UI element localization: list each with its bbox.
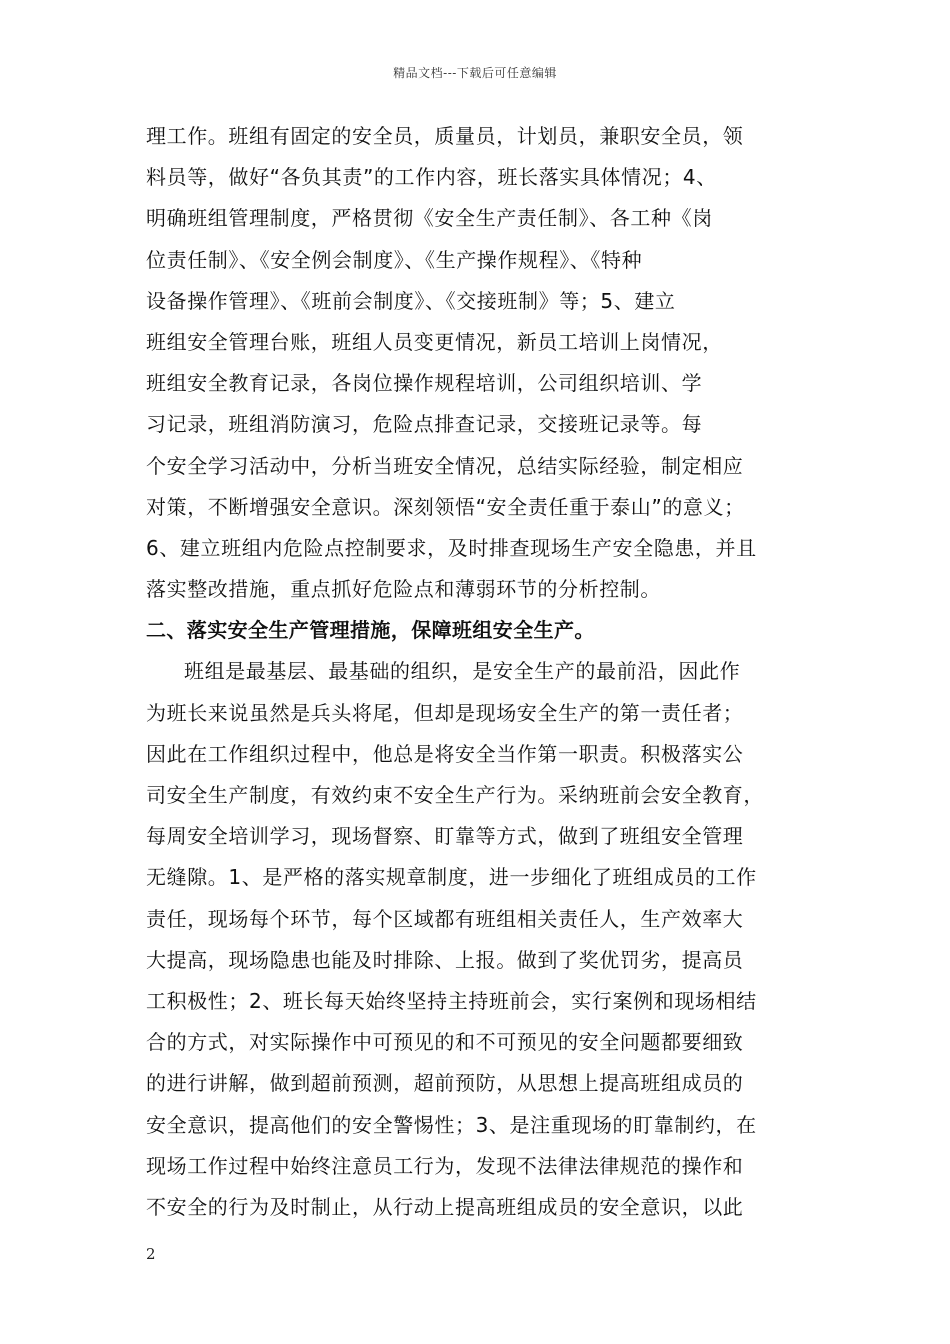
text-line: 个安全学习活动中，分析当班安全情况，总结实际经验，制定相应 [146, 453, 744, 478]
text-line: 6、建立班组内危险点控制要求，及时排查现场生产安全隐患，并且 [146, 535, 757, 560]
text-line: 班组是最基层、最基础的组织，是安全生产的最前沿，因此作 [184, 659, 741, 684]
text-line: 班组安全教育记录，各岗位操作规程培训，公司组织培训、学 [146, 371, 703, 396]
text-line: 每周安全培训学习，现场督察、盯靠等方式，做到了班组安全管理 [146, 824, 744, 849]
text-line: 明确班组管理制度，严格贯彻《安全生产责任制》、各工种《岗 [146, 206, 713, 231]
text-line: 落实整改措施，重点抓好危险点和薄弱环节的分析控制。 [146, 577, 661, 602]
section-heading: 二、落实安全生产管理措施，保障班组安全生产。 [146, 618, 595, 643]
text-line: 理工作。班组有固定的安全员，质量员，计划员，兼职安全员，领 [146, 124, 744, 148]
text-line: 不安全的行为及时制止，从行动上提高班组成员的安全意识，以此 [146, 1194, 744, 1219]
page-number: 2 [146, 1245, 156, 1263]
text-line: 对策，不断增强安全意识。深刻领悟“安全责任重于泰山”的意义； [146, 494, 745, 519]
document-body [146, 116, 822, 1228]
text-line: 无缝隙。1、是严格的落实规章制度，进一步细化了班组成员的工作 [146, 865, 757, 890]
text-line: 责任，现场每个环节，每个区域都有班组相关责任人，生产效率大 [146, 906, 744, 931]
text-line: 位责任制》、《安全例会制度》、《生产操作规程》、《特种 [146, 247, 643, 272]
text-line: 大提高，现场隐患也能及时排除、上报。做到了奖优罚劣，提高员 [146, 947, 744, 972]
text-line: 习记录，班组消防演习，危险点排查记录，交接班记录等。每 [146, 412, 703, 437]
text-line: 安全意识，提高他们的安全警惕性；3、是注重现场的盯靠制约，在 [146, 1112, 757, 1137]
text-line: 设备操作管理》、《班前会制度》、《交接班制》等；5、建立 [146, 288, 676, 313]
text-line: 司安全生产制度，有效约束不安全生产行为。采纳班前会安全教育， [146, 783, 764, 807]
text-line: 工积极性；2、班长每天始终坚持主持班前会，实行案例和现场相结 [146, 988, 757, 1013]
text-line: 班组安全管理台账，班组人员变更情况，新员工培训上岗情况， [146, 329, 723, 354]
text-line: 合的方式，对实际操作中可预见的和不可预见的安全问题都要细致 [146, 1030, 744, 1055]
text-line: 料员等，做好“各负其责”的工作内容，班长落实具体情况；4、 [146, 165, 717, 190]
text-line: 现场工作过程中始终注意员工行为，发现不法律法律规范的操作和 [146, 1153, 744, 1178]
text-line: 的进行讲解，做到超前预测，超前预防，从思想上提高班组成员的 [146, 1071, 744, 1096]
text-line: 为班长来说虽然是兵头将尾，但却是现场安全生产的第一责任者； [146, 700, 744, 725]
page-header: 精品文档---下载后可任意编辑 [393, 66, 557, 80]
text-line: 因此在工作组织过程中，他总是将安全当作第一职责。积极落实公 [146, 741, 744, 766]
